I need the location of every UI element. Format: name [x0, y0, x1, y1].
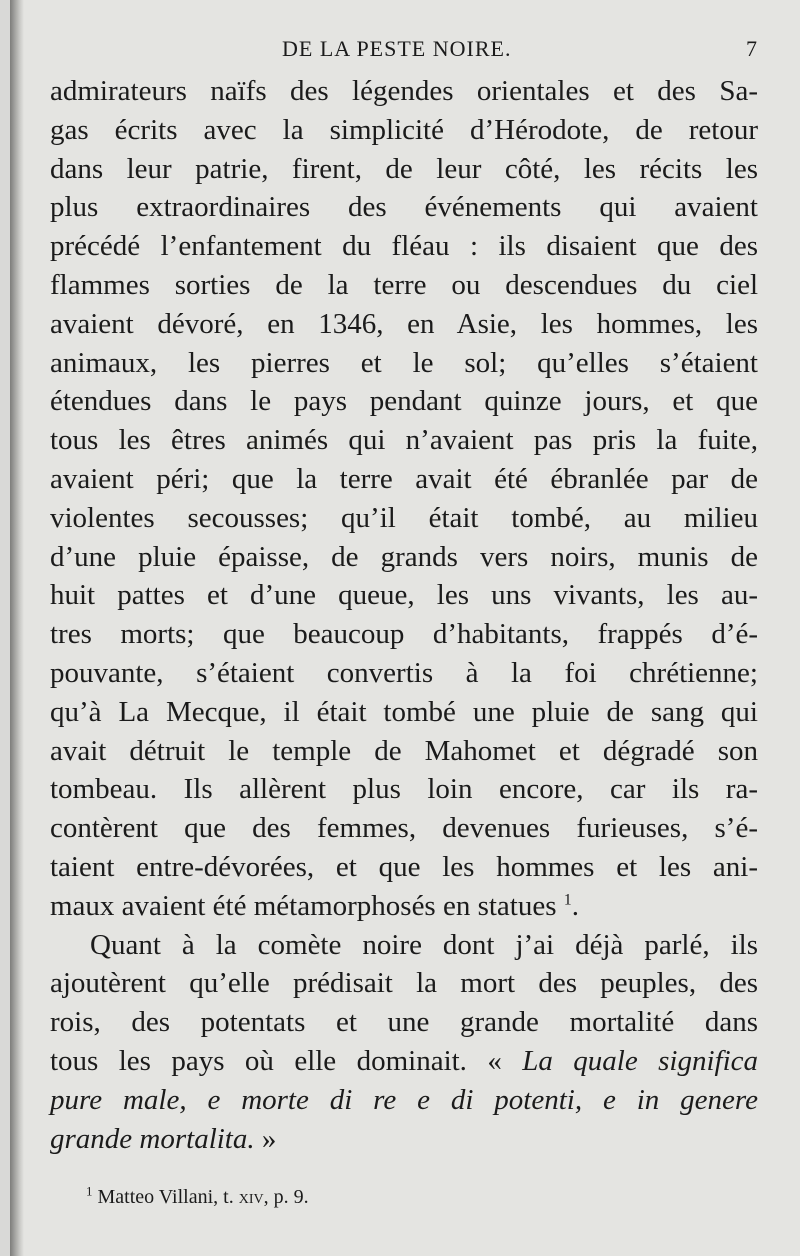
text-line: plus extraordinaires des événements qui avaient	[50, 191, 758, 224]
text-line: dans leur patrie, firent, de leur côté, les récits les	[50, 152, 758, 185]
running-title: DE LA PESTE NOIRE.	[282, 36, 512, 61]
book-page	[10, 0, 800, 1256]
closing-guillemet: »	[254, 1122, 277, 1155]
text-line: contèrent que des femmes, devenues furieuses, s’é-	[50, 812, 758, 845]
text-line: avaient péri; que la terre avait été ébranlée par de	[50, 462, 758, 495]
text-line: admirateurs naïfs des légendes orientales et des Sa-	[50, 75, 758, 107]
text-line: violentes secousses; qu’il était tombé, au milieu	[50, 501, 758, 534]
text-line: huit pattes et d’une queue, les uns vivants, les au-	[50, 579, 758, 612]
text-line: tombeau. Ils allèrent plus loin encore, car ils ra-	[50, 773, 758, 806]
text-line: tous les êtres animés qui n’avaient pas pris la fuite,	[50, 424, 758, 457]
text-line: Quant à la comète noire dont j’ai déjà parlé, ils	[90, 928, 758, 961]
text-line: pouvante, s’étaient convertis à la foi chrétienne;	[50, 656, 758, 689]
running-header	[50, 36, 758, 66]
text-line: d’une pluie épaisse, de grands vers noirs, munis de	[50, 540, 758, 573]
footnote-volume: xiv	[238, 1186, 264, 1208]
text-line: rois, des potentats et une grande mortalité dans	[50, 1006, 758, 1039]
page-body	[50, 72, 758, 1158]
text-line: avaient dévoré, en 1346, en Asie, les hommes, les	[50, 307, 758, 340]
quotation-italic: pure male, e morte di re e di potenti, e in genere	[50, 1083, 758, 1116]
page-gutter-shadow	[10, 0, 24, 1256]
text-line: avait détruit le temple de Mahomet et dégradé son	[50, 734, 758, 767]
text-line: gas écrits avec la simplicité d’Hérodote, de retour	[50, 113, 758, 146]
text-line: animaux, les pierres et le sol; qu’elles s’étaient	[50, 346, 758, 379]
paragraph-last-line: maux avaient été métamorphosés en statues $^1$.	[50, 889, 580, 922]
page-number: 7	[746, 36, 758, 61]
text-line-content: maux avaient été métamorphosés en statues	[50, 889, 557, 922]
text-roman: tous les pays où elle dominait. «	[50, 1044, 523, 1077]
text-line: étendues dans le pays pendant quinze jours, et que	[50, 385, 758, 418]
text-line: taient entre-dévorées, et que les hommes et les ani-	[50, 850, 758, 883]
quotation-italic: La quale significa	[522, 1044, 758, 1077]
text-line: ajoutèrent qu’elle prédisait la mort des peuples, des	[50, 967, 758, 1000]
text-line: flammes sorties de la terre ou descendues du ciel	[50, 268, 758, 301]
text-line: tres morts; que beaucoup d’habitants, frappés d’é-	[50, 618, 758, 651]
footnote-marker: 1	[86, 1183, 93, 1199]
quotation-last-line	[50, 1120, 758, 1159]
footnote-page: , p. 9.	[263, 1186, 309, 1208]
quotation-italic: grande mortalita.	[50, 1122, 255, 1155]
footnote-reference: 1	[563, 891, 572, 909]
footnote-text: Matteo Villani, t.	[97, 1186, 239, 1208]
text-line: précédé l’enfantement du fléau : ils disaient que des	[50, 230, 758, 263]
text-line: qu’à La Mecque, il était tombé une pluie de sang qui	[50, 695, 758, 728]
quotation-line	[50, 1081, 758, 1120]
mixed-text-line	[50, 1042, 758, 1081]
footnote	[86, 1183, 309, 1209]
